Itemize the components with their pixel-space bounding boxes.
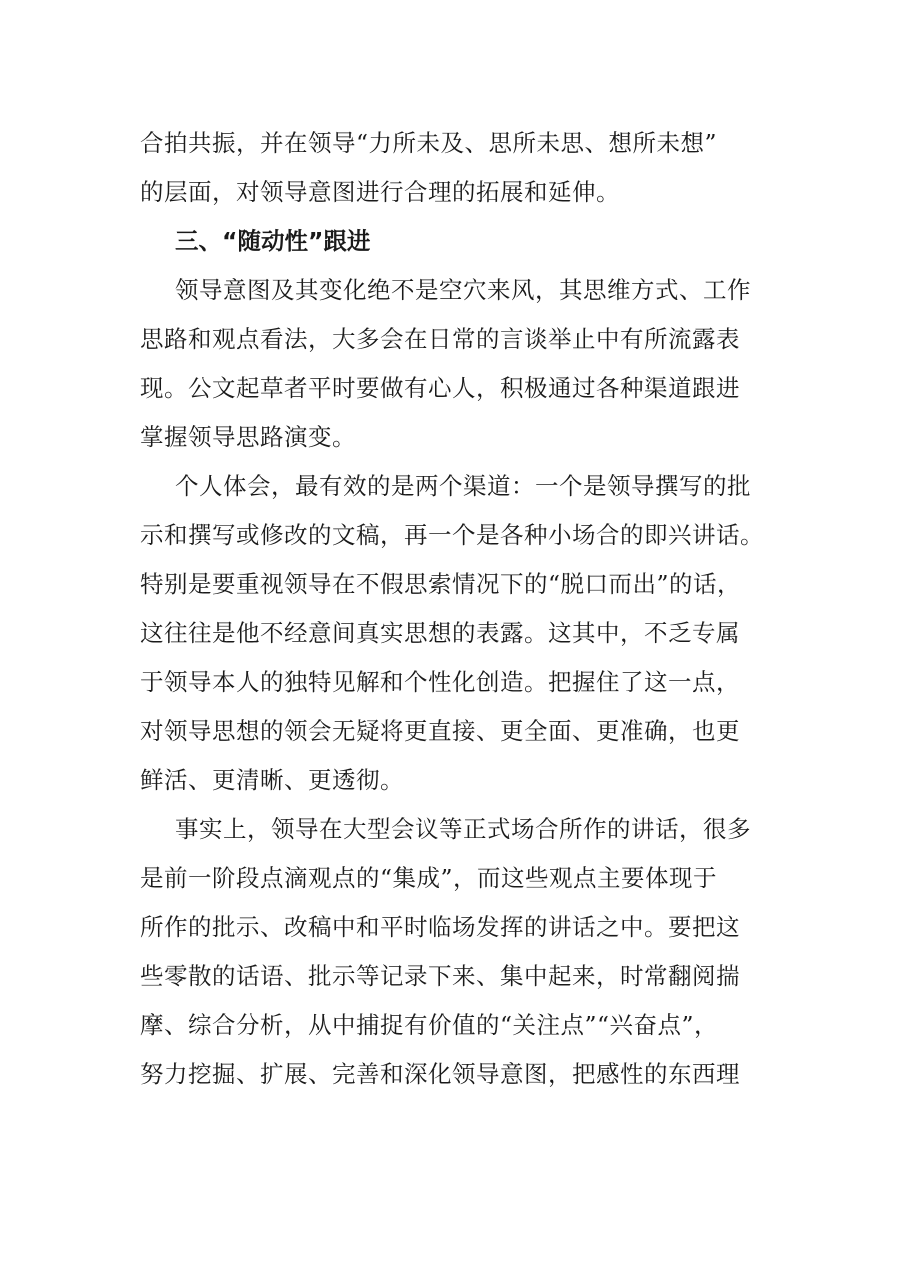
text-line: 所作的批示、改稿中和平时临场发挥的讲话之中。要把这 <box>140 913 740 941</box>
text-line: 的层面，对领导意图进行合理的拓展和延伸。 <box>140 178 620 206</box>
text-line: 些零散的话语、批示等记录下来、集中起来，时常翻阅揣 <box>140 962 740 990</box>
text-line: 这往往是他不经意间真实思想的表露。这其中，不乏专属 <box>140 619 740 647</box>
text-line: 合拍共振，并在领导“力所未及、思所未思、想所未想” <box>140 129 718 157</box>
text-line: 特别是要重视领导在不假思索情况下的“脱口而出”的话， <box>140 570 742 598</box>
text-line: 个人体会，最有效的是两个渠道：一个是领导撰写的批 <box>175 472 751 500</box>
text-line: 于领导本人的独特见解和个性化创造。把握住了这一点， <box>140 668 740 696</box>
text-line: 努力挖掘、扩展、完善和深化领导意图，把感性的东西理 <box>140 1060 740 1088</box>
text-line: 思路和观点看法，大多会在日常的言谈举止中有所流露表 <box>140 325 740 353</box>
text-line: 示和撰写或修改的文稿，再一个是各种小场合的即兴讲话。 <box>140 521 764 549</box>
text-line: 现。公文起草者平时要做有心人，积极通过各种渠道跟进 <box>140 374 740 402</box>
text-line: 鲜活、更清晰、更透彻。 <box>140 766 404 794</box>
text-line: 领导意图及其变化绝不是空穴来风，其思维方式、工作 <box>175 276 751 304</box>
text-line: 对领导思想的领会无疑将更直接、更全面、更准确，也更 <box>140 717 740 745</box>
section-heading: 三、“随动性”跟进 <box>175 227 371 255</box>
text-line: 摩、综合分析，从中捕捉有价值的“关注点”“兴奋点”， <box>140 1011 719 1039</box>
text-line: 掌握领导思路演变。 <box>140 423 356 451</box>
text-line: 是前一阶段点滴观点的“集成”，而这些观点主要体现于 <box>140 864 718 892</box>
text-line: 事实上，领导在大型会议等正式场合所作的讲话，很多 <box>175 815 751 843</box>
